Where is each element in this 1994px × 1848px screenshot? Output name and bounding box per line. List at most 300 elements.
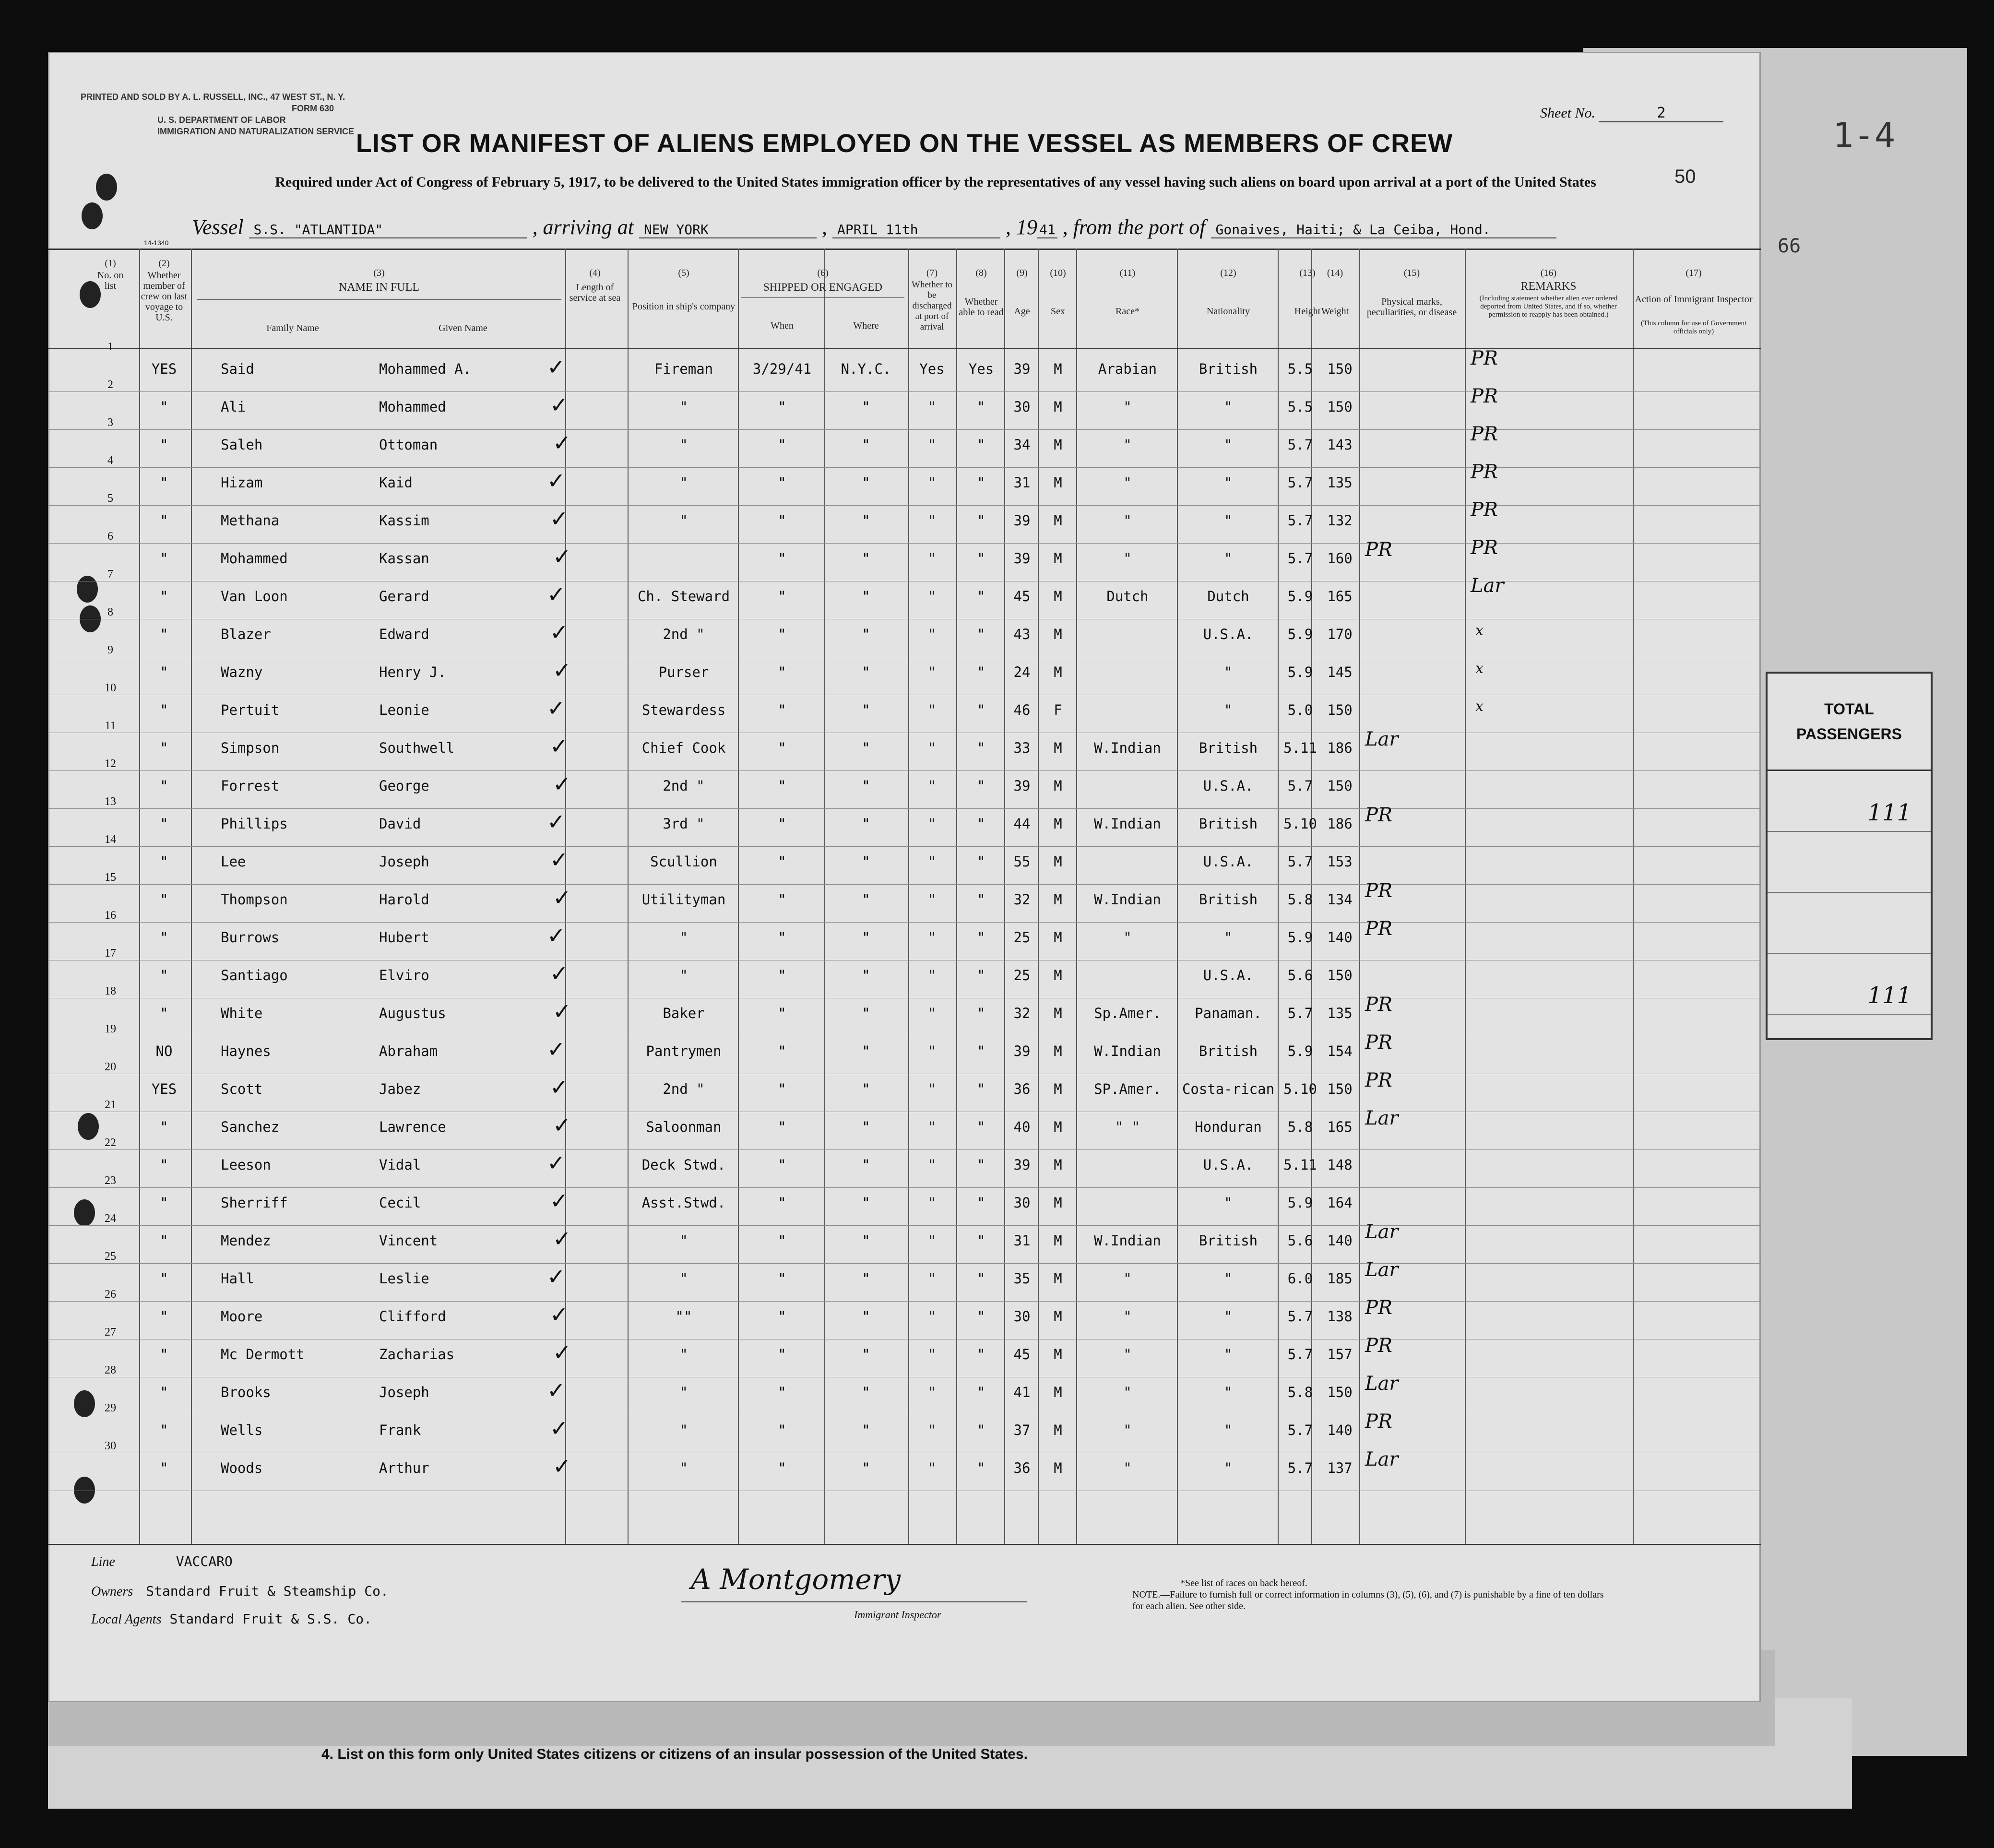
cell-wt: 150 (1327, 702, 1353, 718)
footer-line: Line VACCARO (91, 1553, 233, 1569)
cell-wt: 148 (1327, 1157, 1353, 1173)
footer-note: *See list of races on back hereof. NOTE.—Failure to furnish full or correct information in columns (3), (5), (6), and (7) is punishable by a fine of ten dollars for each alien. See other side. (1132, 1578, 1604, 1611)
table-row (48, 644, 1761, 695)
physical-marks-annotation: Lar (1365, 1107, 1399, 1129)
cell-nat: " (1224, 437, 1233, 453)
cell-read: " (977, 1384, 985, 1400)
cell-nat: " (1224, 929, 1233, 946)
cell-when: " (778, 1422, 786, 1438)
cell-disc: " (927, 891, 937, 908)
service-check-mark: ✓ (553, 771, 571, 797)
service-check-mark: ✓ (547, 1036, 566, 1062)
cell-nat: " (1224, 1346, 1233, 1362)
cell-pos: " (679, 474, 688, 491)
cell-wt: 135 (1327, 474, 1353, 491)
cell-given: Cecil (379, 1195, 421, 1211)
cell-no: 18 (105, 985, 116, 997)
cell-read: " (977, 1043, 985, 1059)
agents-value: Standard Fruit & S.S. Co. (169, 1611, 372, 1627)
cell-when: " (778, 1005, 786, 1021)
service-check-mark: ✓ (550, 960, 569, 986)
cell-pos: Chief Cook (641, 740, 726, 756)
cell-given: Vincent (379, 1232, 438, 1249)
cell-no: 16 (105, 909, 116, 922)
cell-ht: 5.5 (1287, 399, 1313, 415)
cell-read: Yes (968, 361, 994, 377)
physical-marks-annotation: Lar (1365, 1448, 1399, 1470)
cell-given: Joseph (379, 1384, 429, 1400)
cell-no: 4 (107, 454, 113, 467)
sheet-number: Sheet No. 2 (1540, 105, 1723, 122)
cell-family: Leeson (221, 1157, 271, 1173)
cell-given: Lawrence (379, 1119, 446, 1135)
cell-family: Ali (221, 399, 246, 415)
cell-disc: " (927, 1005, 937, 1021)
cell-pos: Scullion (650, 853, 717, 870)
cell-wt: 157 (1327, 1346, 1353, 1362)
cell-age: 30 (1013, 1308, 1031, 1325)
cell-given: Mohammed (379, 399, 446, 415)
cell-prev: " (160, 1460, 168, 1476)
physical-marks-annotation: Lar (1365, 728, 1399, 750)
remarks-annotation: Lar (1471, 575, 1504, 597)
cell-family: Forrest (221, 778, 280, 794)
cell-wt: 153 (1327, 853, 1353, 870)
cell-race: Dutch (1106, 588, 1149, 604)
cell-nat: Honduran (1195, 1119, 1262, 1135)
cell-read: " (977, 778, 985, 794)
service-check-mark: ✓ (550, 1302, 569, 1327)
cell-sex: M (1054, 1119, 1062, 1135)
cell-wt: 134 (1327, 891, 1353, 908)
cell-nat: U.S.A. (1203, 1157, 1254, 1173)
service-check-mark: ✓ (547, 923, 566, 948)
cell-sex: M (1054, 664, 1062, 680)
cell-age: 39 (1013, 1157, 1031, 1173)
service-check-mark: ✓ (553, 1112, 571, 1138)
cell-pos: "" (675, 1308, 692, 1325)
cell-wt: 165 (1327, 1119, 1353, 1135)
cell-disc: " (927, 1422, 937, 1438)
cell-disc: " (927, 967, 937, 983)
table-row (48, 606, 1761, 657)
cell-sex: M (1054, 1195, 1062, 1211)
cell-when: " (778, 967, 786, 983)
cell-read: " (977, 588, 985, 604)
cell-disc: " (927, 778, 937, 794)
cell-ht: 5.7 (1287, 853, 1313, 870)
cell-wt: 150 (1327, 361, 1353, 377)
cell-when: " (778, 399, 786, 415)
cell-when: " (778, 816, 786, 832)
cell-prev: " (160, 1346, 168, 1362)
cell-ht: 5.8 (1287, 1119, 1313, 1135)
col-header-family-name: Family Name (266, 323, 319, 333)
total-value-2: 111 (1867, 982, 1911, 1009)
vessel-line: Vessel S.S. "ATLANTIDA" , arriving at NEW YORK , APRIL 11th , 19 41 , from the port of Gonaives, Haiti; & La Ceiba, Hond. (192, 215, 1655, 239)
cell-age: 32 (1013, 1005, 1031, 1021)
cell-sex: M (1054, 1460, 1062, 1476)
cell-family: Wazny (221, 664, 263, 680)
cell-where: " (862, 1308, 870, 1325)
owners-value: Standard Fruit & Steamship Co. (146, 1583, 389, 1599)
service-check-mark: ✓ (547, 468, 566, 494)
cell-age: 33 (1013, 740, 1031, 756)
col-header-discharged: Whether to be discharged at port of arrival (912, 280, 952, 332)
cell-family: Van Loon (221, 588, 288, 604)
cell-wt: 140 (1327, 1422, 1353, 1438)
cell-age: 43 (1013, 626, 1031, 642)
cell-pos: " (679, 967, 688, 983)
cell-sex: M (1054, 1157, 1062, 1173)
cell-no: 28 (105, 1364, 116, 1376)
cell-given: Zacharias (379, 1346, 455, 1362)
cell-wt: 150 (1327, 399, 1353, 415)
cell-sex: M (1054, 1346, 1062, 1362)
cell-sex: M (1054, 816, 1062, 832)
cell-prev: " (160, 1270, 168, 1287)
service-check-mark: ✓ (547, 809, 566, 835)
cell-disc: " (927, 740, 937, 756)
cell-pos: Deck Stwd. (641, 1157, 726, 1173)
cell-when: " (778, 1232, 786, 1249)
cell-where: " (862, 1005, 870, 1021)
cell-race: " (1123, 437, 1132, 453)
cell-sex: M (1054, 474, 1062, 491)
vessel-name: S.S. "ATLANTIDA" (249, 222, 527, 238)
cell-disc: " (927, 1043, 937, 1059)
cell-age: 32 (1013, 891, 1031, 908)
cell-race: " (1123, 1346, 1132, 1362)
cell-disc: " (927, 664, 937, 680)
cell-prev: " (160, 626, 168, 642)
cell-sex: F (1054, 702, 1062, 718)
cell-no: 12 (105, 758, 116, 770)
cell-where: " (862, 891, 870, 908)
cell-no: 23 (105, 1174, 116, 1187)
cell-read: " (977, 550, 985, 567)
cell-where: " (862, 1119, 870, 1135)
cell-wt: 140 (1327, 929, 1353, 946)
table-row (48, 682, 1761, 733)
cell-disc: " (927, 1384, 937, 1400)
cell-no: 10 (105, 682, 116, 694)
cell-nat: U.S.A. (1203, 967, 1254, 983)
cell-pos: " (679, 512, 688, 529)
cell-sex: M (1054, 1232, 1062, 1249)
cell-family: Sanchez (221, 1119, 280, 1135)
cell-wt: 160 (1327, 550, 1353, 567)
table-row (48, 341, 1761, 392)
cell-read: " (977, 1346, 985, 1362)
cell-prev: " (160, 1384, 168, 1400)
cell-prev: YES (151, 361, 177, 377)
cell-given: Kassan (379, 550, 429, 567)
cell-prev: " (160, 1422, 168, 1438)
cell-prev: YES (151, 1081, 177, 1097)
cell-given: Clifford (379, 1308, 446, 1325)
cell-disc: " (927, 1346, 937, 1362)
cell-nat: " (1224, 664, 1233, 680)
cell-race: " (1123, 1308, 1132, 1325)
cell-age: 35 (1013, 1270, 1031, 1287)
cell-read: " (977, 1308, 985, 1325)
physical-marks-annotation: Lar (1365, 1259, 1399, 1281)
cell-wt: 132 (1327, 512, 1353, 529)
cell-where: " (862, 399, 870, 415)
cell-no: 30 (105, 1440, 116, 1452)
cell-ht: 6.0 (1287, 1270, 1313, 1287)
cell-given: Elviro (379, 967, 429, 983)
cell-ht: 5.9 (1287, 588, 1313, 604)
cell-wt: 145 (1327, 664, 1353, 680)
service-check-mark: ✓ (550, 847, 569, 873)
cell-family: White (221, 1005, 263, 1021)
cell-family: Brooks (221, 1384, 271, 1400)
cell-where: " (862, 740, 870, 756)
physical-marks-annotation: PR (1365, 1069, 1393, 1091)
cell-disc: Yes (919, 361, 945, 377)
cell-where: " (862, 702, 870, 718)
cell-disc: " (927, 437, 937, 453)
cell-given: Augustus (379, 1005, 446, 1021)
cell-read: " (977, 1195, 985, 1211)
cell-ht: 5.0 (1287, 702, 1313, 718)
cell-pos: " (679, 1384, 688, 1400)
physical-marks-annotation: PR (1365, 804, 1393, 826)
cell-no: 20 (105, 1061, 116, 1073)
cell-race: " (1123, 512, 1132, 529)
total-passengers-header: TOTAL PASSENGERS (1768, 674, 1931, 771)
cell-where: " (862, 1270, 870, 1287)
cell-ht: 5.8 (1287, 891, 1313, 908)
cell-age: 36 (1013, 1081, 1031, 1097)
col-header-remarks: REMARKS (1520, 280, 1577, 293)
cell-wt: 143 (1327, 437, 1353, 453)
cell-ht: 5.7 (1287, 1308, 1313, 1325)
col-header-height: Height (1294, 306, 1321, 317)
cell-age: 31 (1013, 474, 1031, 491)
cell-disc: " (927, 512, 937, 529)
cell-prev: " (160, 929, 168, 946)
cell-read: " (977, 1157, 985, 1173)
cell-race: W.Indian (1094, 891, 1161, 908)
cell-when: " (778, 929, 786, 946)
service-check-mark: ✓ (550, 733, 569, 759)
cell-no: 26 (105, 1288, 116, 1301)
cell-pos: Pantrymen (646, 1043, 722, 1059)
cell-read: " (977, 816, 985, 832)
printer-credit: PRINTED AND SOLD BY A. L. RUSSELL, INC., 47 WEST ST., N. Y. FORM 630 U. S. DEPARTMENT OF LABOR IMMIGRATION AND NATURALIZATION SERVICE (81, 92, 354, 136)
table-row (48, 1250, 1761, 1302)
cell-age: 37 (1013, 1422, 1031, 1438)
cell-wt: 185 (1327, 1270, 1353, 1287)
col-header-service: Length of service at sea (569, 282, 621, 303)
cell-disc: " (927, 474, 937, 491)
cell-age: 30 (1013, 399, 1031, 415)
cell-race: W.Indian (1094, 1043, 1161, 1059)
cell-no: 24 (105, 1212, 116, 1225)
col-header-weight: Weight (1321, 306, 1349, 317)
total-value-1: 111 (1867, 799, 1911, 826)
table-row (48, 1326, 1761, 1377)
cell-sex: M (1054, 853, 1062, 870)
cell-ht: 5.7 (1287, 1422, 1313, 1438)
cell-prev: " (160, 891, 168, 908)
cell-age: 55 (1013, 853, 1031, 870)
cell-race: " " (1115, 1119, 1140, 1135)
cell-family: Saleh (221, 437, 263, 453)
cell-given: Abraham (379, 1043, 438, 1059)
cell-race: W.Indian (1094, 1232, 1161, 1249)
cell-race: " (1123, 1460, 1132, 1476)
cell-prev: " (160, 740, 168, 756)
cell-race: " (1123, 399, 1132, 415)
cell-ht: 5.11 (1283, 1157, 1317, 1173)
remarks-annotation: PR (1471, 461, 1498, 483)
cell-family: Burrows (221, 929, 280, 946)
cell-nat: " (1224, 1422, 1233, 1438)
cell-ht: 5.10 (1283, 816, 1317, 832)
cell-where: " (862, 1043, 870, 1059)
cell-where: " (862, 1460, 870, 1476)
cell-where: " (862, 1081, 870, 1097)
col-header-physical-marks: Physical marks, peculiarities, or disease (1366, 296, 1457, 318)
cell-sex: M (1054, 437, 1062, 453)
table-row (48, 1174, 1761, 1226)
cell-no: 27 (105, 1326, 116, 1339)
cell-family: Hizam (221, 474, 263, 491)
cell-age: 46 (1013, 702, 1031, 718)
cell-wt: 164 (1327, 1195, 1353, 1211)
cell-pos: " (679, 1270, 688, 1287)
table-row (48, 909, 1761, 960)
cell-read: " (977, 702, 985, 718)
table-row (48, 758, 1761, 809)
cell-wt: 150 (1327, 1081, 1353, 1097)
col-header-age: Age (1014, 306, 1030, 317)
cell-age: 41 (1013, 1384, 1031, 1400)
cell-ht: 5.11 (1283, 740, 1317, 756)
cell-prev: " (160, 702, 168, 718)
service-check-mark: ✓ (553, 1339, 571, 1365)
departure-port: Gonaives, Haiti; & La Ceiba, Hond. (1211, 222, 1556, 238)
cell-nat: Costa-rican (1182, 1081, 1275, 1097)
cell-race: Arabian (1098, 361, 1157, 377)
cell-ht: 5.7 (1287, 512, 1313, 529)
cell-when: " (778, 1043, 786, 1059)
cell-where: N.Y.C. (841, 361, 891, 377)
cell-family: Blazer (221, 626, 271, 642)
service-check-mark: ✓ (550, 1415, 569, 1441)
cell-sex: M (1054, 1270, 1062, 1287)
cell-age: 39 (1013, 361, 1031, 377)
cell-where: " (862, 626, 870, 642)
cell-pos: Ch. Steward (637, 588, 730, 604)
cell-read: " (977, 399, 985, 415)
remarks-annotation: PR (1471, 423, 1498, 445)
cell-given: Mohammed A. (379, 361, 472, 377)
page-subtitle: Required under Act of Congress of February 5, 1917, to be delivered to the United States immigration officer by the representatives of any vessel having such aliens on board upon arrival at a port of the United States (275, 174, 1596, 190)
cell-ht: 5.10 (1283, 1081, 1317, 1097)
cell-where: " (862, 816, 870, 832)
service-check-mark: ✓ (547, 354, 566, 380)
cell-when: " (778, 1384, 786, 1400)
cell-prev: " (160, 1157, 168, 1173)
cell-nat: U.S.A. (1203, 626, 1254, 642)
cell-sex: M (1054, 967, 1062, 983)
cell-given: Frank (379, 1422, 421, 1438)
table-row (48, 568, 1761, 619)
cell-given: Kassim (379, 512, 429, 529)
cell-ht: 5.7 (1287, 474, 1313, 491)
cell-sex: M (1054, 1308, 1062, 1325)
cell-ht: 5.7 (1287, 778, 1313, 794)
cell-nat: U.S.A. (1203, 778, 1254, 794)
remarks-annotation: x (1475, 622, 1484, 639)
cell-pos: Baker (663, 1005, 705, 1021)
col-header-read: Whether able to read (959, 296, 1004, 318)
cell-race: " (1123, 929, 1132, 946)
cell-age: 25 (1013, 967, 1031, 983)
cell-age: 39 (1013, 512, 1031, 529)
cell-where: " (862, 853, 870, 870)
cell-sex: M (1054, 778, 1062, 794)
cell-read: " (977, 474, 985, 491)
physical-marks-annotation: Lar (1365, 1221, 1399, 1243)
col-header-no: No. on list (97, 270, 124, 291)
cell-sex: M (1054, 1384, 1062, 1400)
cell-read: " (977, 437, 985, 453)
top-right-handwritten-mark: 1-4 (1833, 115, 1896, 155)
cell-family: Mohammed (221, 550, 288, 567)
cell-given: George (379, 778, 429, 794)
physical-marks-annotation: PR (1365, 1410, 1393, 1433)
cell-wt: 150 (1327, 778, 1353, 794)
cell-wt: 150 (1327, 1384, 1353, 1400)
cell-prev: " (160, 474, 168, 491)
arrival-year: 41 (1037, 222, 1057, 238)
cell-given: Henry J. (379, 664, 446, 680)
cell-read: " (977, 1081, 985, 1097)
cell-no: 15 (105, 871, 116, 884)
cell-where: " (862, 1422, 870, 1438)
table-row (48, 1137, 1761, 1188)
table-row (48, 416, 1761, 468)
cell-sex: M (1054, 550, 1062, 567)
remarks-annotation: PR (1471, 537, 1498, 559)
physical-marks-annotation: PR (1365, 1335, 1393, 1357)
cell-disc: " (927, 1270, 937, 1287)
cell-prev: " (160, 1005, 168, 1021)
cell-pos: 3rd " (663, 816, 705, 832)
cell-wt: 170 (1327, 626, 1353, 642)
cell-where: " (862, 1157, 870, 1173)
cell-no: 29 (105, 1402, 116, 1414)
manifest-sheet: PRINTED AND SOLD BY A. L. RUSSELL, INC., 47 WEST ST., N. Y. FORM 630 U. S. DEPARTMENT OF LABOR IMMIGRATION AND NATURALIZATION SERVICE Sheet No. 2 LIST OR MANIFEST OF ALIENS EMPLOYED ON THE VESSEL AS MEMBERS OF CREW Required under Act of Congress of February 5, 1917, to be delivered to the United States immigration officer by the representatives of any vessel having such aliens on board upon arrival at a port of the United States 50 Vessel S.S. "ATLANTIDA" , arriving at NEW YORK , APRIL 11th , 19 41 , from the port of Gonaives, Haiti; & La Ceiba, Hond. 14-1340 (1) No. on list (2) Whether member of crew on last voyage to U.S. (3) NAME IN FULL Family Name Given Name (4) Length of service at sea (5) Position in ship's company (6) SHIPPED OR ENGAGED When Where (7) Whether to be discharged at port of arrival (8) Whether able to read (9) Age (10) Sex (11) Race* (12) Nationality (13) Height (14) Weight (15) Physical marks, peculiarities, or disease (16) REMARKS (Including statement whether alien ever ordered deported from United States, and if so, whether permission to reapply has been obtained.) (17) Action of Immigrant Inspector (This column for use of Government officials only) 1 YES Said Mohammed A. Fireman 3/29/41 N.Y.C. Yes Yes 39 M Arabian British 5.5 150 ✓ PR 2 " Ali Mohammed " " " " " 30 M " " 5.5 150 ✓ PR 3 " Saleh Ottoman " " " " " 34 M " " 5.7 143 ✓ PR 4 " Hizam Kaid " " " " " 31 M " " 5.7 135 ✓ PR 5 " Methana Kassim " " " " " 39 M " " 5.7 132 ✓ PR 6 " Mohammed Kassan " " " " 39 M " " 5.7 160 ✓ PR PR 7 " Van Loon Gerard Ch. Steward " " " " 45 M Dutch Dutch 5.9 165 ✓ Lar 8 " Blazer Edward 2nd " " " " " 43 M U.S.A. 5.9 170 ✓ x 9 " Wazny Henry J. Purser " " " " 24 M " 5.9 145 ✓ x 10 " Pertuit Leonie Stewardess " " " " 46 F " 5.0 150 ✓ x 11 " Simpson Southwell Chief Cook " " " " 33 M W.Indian British 5.11 186 ✓ Lar 12 " Forrest George 2nd " " " " " 39 M U.S.A. 5.7 150 ✓ 13 " Phillips David 3rd " " " " " 44 M W.Indian British 5.10 186 ✓ PR 14 " Lee Joseph Scullion " " " " 55 M U.S.A. 5.7 153 ✓ 15 " Thompson Harold Utilityman " " " " 32 M W.Indian British 5.8 134 ✓ PR 16 " Burrows Hubert " " " " " 25 M " " 5.9 140 ✓ PR 17 " Santiago Elviro " " " " " 25 M U.S.A. 5.6 150 ✓ 18 " White Augustus Baker " " " " 32 M Sp.Amer. Panaman. 5.7 135 ✓ PR 19 NO Haynes Abraham Pantrymen " " " " 39 M W.Indian British 5.9 154 ✓ PR 20 YES Scott Jabez 2nd " " " " " 36 M SP.Amer. Costa-rican 5.10 150 ✓ PR 21 " Sanchez Lawrence Saloonman " " " " 40 M " " Honduran 5.8 165 ✓ Lar 22 " Leeson Vidal Deck Stwd. " " " " 39 M U.S.A. 5.11 148 ✓ 23 " Sherriff Cecil Asst.Stwd. " " " " 30 M " 5.9 164 ✓ 24 " Mendez Vincent " " " " " 31 M W.Indian British 5.6 140 ✓ Lar 25 " Hall Leslie " " " " " 35 M " " 6.0 185 ✓ Lar 26 " Moore Clifford "" " " " " 30 M " " 5.7 138 ✓ PR 27 " Mc Dermott Zacharias " " " " " 45 M " " 5.7 157 ✓ PR 28 " Brooks Joseph " " " " " 41 M " " 5.8 150 ✓ Lar 29 " Wells Frank " " " " " 37 M " " 5.7 140 ✓ PR 30 " Woods Arthur " " " " " 36 M " " 5.7 137 ✓ Lar Line VACCARO Owners Standard Fruit & Steamship Co. Local Agents Standard Fruit & S.S. Co. A Montgomery Immigrant Inspector *See list of races on back hereof. NOTE.—Failure to furnish full or correct information in columns (3), (5), (6), and (7) is punishable by a fine of ten dollars for each alien. See other side. (48, 52, 1761, 1702)
cell-nat: " (1224, 702, 1233, 718)
cell-family: Said (221, 361, 254, 377)
cell-read: " (977, 1460, 985, 1476)
cell-prev: " (160, 664, 168, 680)
cell-ht: 5.7 (1287, 1005, 1313, 1021)
cell-given: David (379, 816, 421, 832)
cell-disc: " (927, 1119, 937, 1135)
cell-prev: " (160, 816, 168, 832)
cell-disc: " (927, 1195, 937, 1211)
cell-read: " (977, 1422, 985, 1438)
cell-prev: " (160, 778, 168, 794)
